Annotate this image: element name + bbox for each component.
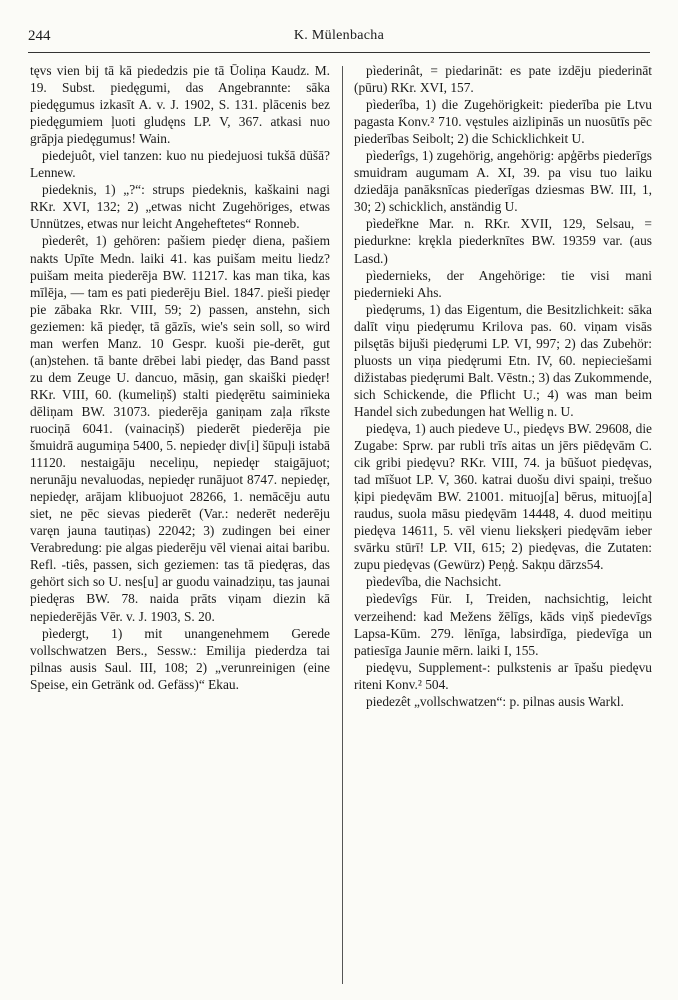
page-header xyxy=(28,26,650,53)
entry-paragraph: piedęvu, Supplement-: pulkstenis ar īpašu piedęvu riteni Konv.² 504. xyxy=(354,659,652,692)
page-number: 244 xyxy=(28,28,51,44)
entry-paragraph: pìedevîgs Für. I, Treiden, nachsichtig, leicht verzeihend: kad Mežens žēlīgs, kāds viņš piedevīgs Lapsa-Kūm. 279. lēnīga, labsirdīga, piedevīga un patiesīga Jaunie mērn. laiki I, 155. xyxy=(354,591,652,658)
entry-paragraph: tęvs vien bij tā kā piededzis pie tā Ūoliņa Kaudz. M. 19. Subst. piedęgumi, das Angebrannte: sāka piedęgumus izkasīt A. v. J. 1902, S. 131. plācenis bez piedęgumiem ļuoti gludęns LP. V, 367. atkasi nuo grāpja piedęgumus! Wain. xyxy=(30,63,330,147)
entry-paragraph: piedeknis, 1) „?“: strups piedeknis, kaškaini nagi RKr. XVI, 132; 2) „etwas nicht Zugehöriges, etwas Unnützes, etwas nur leicht Angeheftetes“ Ronneb. xyxy=(30,182,330,232)
entry-paragraph: pìedergt, 1) mit unangenehmem Gerede vollschwatzen Bers., Sessw.: Emilija piederdza tai pilnas ausis Saul. III, 108; 2) „verunreinigen (eine Speise, ein Getränk od. Gefäss)“ Ekau. xyxy=(30,625,330,692)
left-column xyxy=(30,62,330,693)
entry-paragraph: pìedernieks, der Angehörige: tie visi mani piedernieki Ahs. xyxy=(354,267,652,300)
entry-paragraph: pìederêt, 1) gehören: pašiem piedęr diena, pašiem nakts Upīte Medn. laiki 41. kas puišam meitu liedz? puišam meita piederēja BW. 11217. kas man tika, kas mīlēja, — tam es pati piederēju Biel. 1847. pieši piedęr pie zābaka Rkr. VIII, 59; 2) passen, anstehn, sich geziemen: kā piedęr, tā gāzīs, wie's sein soll, so wird man werfen Manz. 10 Gespr. kuoši pie-derēt, gut (an)stehen. tā bante drēbei labi piedęr, das Band passt zu dem Zeuge U. dancuo, māsiņ, gan skaiški piedęr! RKr. VIII, 60. (kumeliņš) stalti piedęrētu saiminieka dēliņam BW. 31073. piederēja ganiņam zaļa rīkste ruociņā 6041. (vainaciņš) piederēt piederēja pie šmuidrā augumiņa 5400, 5. nepiedęr div[i] šūpuļi istabā 11120. nestaigāju neceliņu, nepiedęr staigājuot; nerunāju nevaluodas, nepiedęr runājuot 8747. nepiedęr, nepiedęr, arājam klibuojuot 28266, 1. nemācēju autu siet, ne pēc sievas piederēt (Var.: nederēt nederēju varęn jauna tautiņas) 22042; 3) zudingen bei einer Verabredung: pie algas piederēju vēl vienai aitai baribu. Refl. -tiês, passen, sich geziemen: tas tā piedęras, das gehört sich so U. nes[u] ar guodu vainadziņu, tas jaunai piedęras BW. 78. naida prāts viņam diezin kā nepiederējās Vēr. v. J. 1903, S. 20. xyxy=(30,233,330,624)
entry-paragraph: pìedeřkne Mar. n. RKr. XVII, 129, Selsau, = piedurkne: krękla piederknītes BW. 19359 var. (aus Lasd.) xyxy=(354,216,652,266)
column-divider xyxy=(342,66,343,984)
entry-paragraph: pìederîgs, 1) zugehörig, angehörig: apģērbs piederīgs smuidram augumam A. XI, 39. pa visu tuo laiku dziedāja panāksnīcas piederīgas dziesmas BW. III, 1, 30; 2) schicklich, anständig U. xyxy=(354,148,652,215)
entry-paragraph: pìederîba, 1) die Zugehörigkeit: piederība pie Ltvu pagasta Konv.² 710. vęstules aizlipinās un nuosūtīs pēc piederības Seibolt; 2) die Schicklichkeit U. xyxy=(354,97,652,147)
running-title: K. Mülenbacha xyxy=(293,28,385,43)
entry-paragraph: piedezêt „vollschwatzen“: p. pilnas ausis Warkl. xyxy=(366,693,624,709)
right-column xyxy=(354,62,652,710)
entry-paragraph: piedejuôt, viel tanzen: kuo nu piedejuosi tukšā dūšā? Lennew. xyxy=(30,148,330,181)
entry-paragraph: pìedęrums, 1) das Eigentum, die Besitzlichkeit: sāka dalīt viņu piedęrumu Krilova pas. 60. viņam visās pilsętās bijuši piedęrumi LP. VI, 997; 2) das Zubehör: pluosts un viņa piedęrumi Etn. IV, 60. nepieciešami dižistabas piedęrumi Balt. Vēstn.; 3) das Zukommende, sich Schickende, die Pflicht U.; 4) was man beim Handel sich zubedungen hat Wellig n. U. xyxy=(354,301,652,419)
entry-paragraph: pìedevîba, die Nachsicht. xyxy=(366,574,502,590)
entry-paragraph: pìederinât, = piedarināt: es pate izdēju piederināt (pūru) RKr. XVI, 157. xyxy=(354,63,652,96)
entry-paragraph: piedęva, 1) auch piedeve U., piedęvs BW. 29608, die Zugabe: Sprw. par rubli trīs aitas un jērs piēdęvām C. cik gribi piedęvu? RKr. VIII, 74. ja būšuot piedęvas, tad mīšuot LP. V, 360. katrai duošu divi spaiņi, trešuo ķipi piedęvām BW. 21001. mituoj[a] bērus, mituoj[a] raudus, suola māsu piedęvām 14448, 4. duod meitiņu piedęva 14611, 5. vēl vienu lieksķeri piedęvām ieber svārku stūrī! LP. VII, 615; 2) piedęvas, die Zutaten: zupu piedęvas (Gewürz) Peņģ. Sakņu dārzs54. xyxy=(354,420,652,573)
